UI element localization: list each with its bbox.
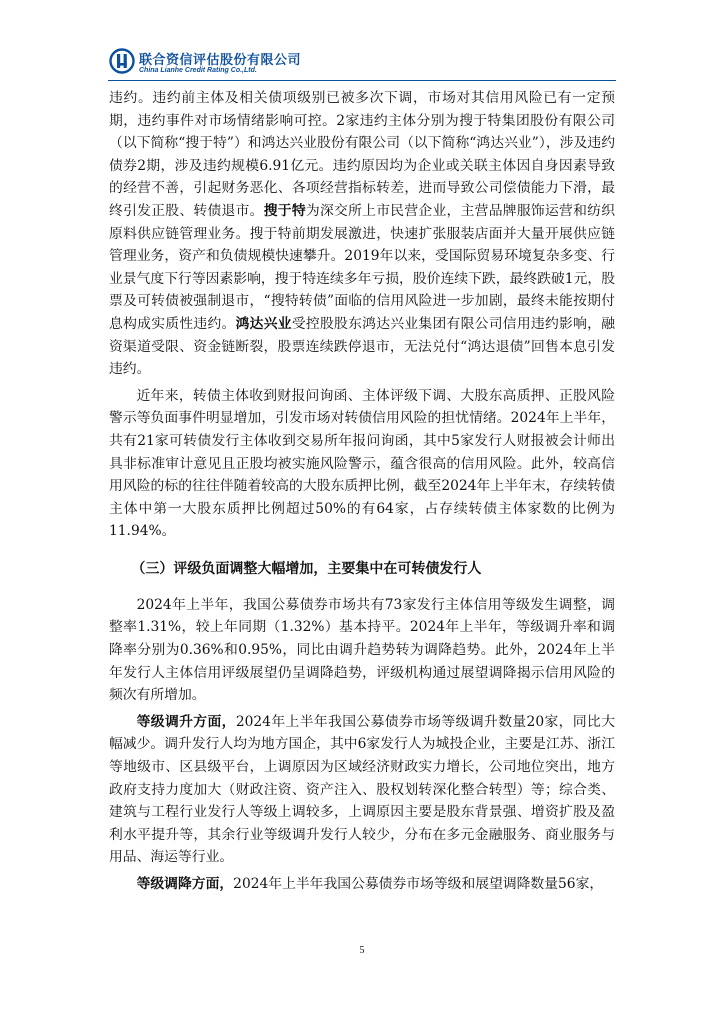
paragraph-text: 2024年上半年我国公募债券市场等级调升数量20家，同比大幅减少。调升发行人均为地方国企，其中6家发行人为城投企业，主要是江苏、浙江等地级市、区县级平台，上调原因为区域经济财政实力增长，公司地位突出，地方政府支持力度加大（财政注资、资产注入、股权划转深化整合转型）等；综合类、建筑与工程行业发行人等级上调较多，上调原因主要是股东背景强、增资扩股及盈利水平提升等，其余行业等级调升发行人较少，分布在多元金融服务、商业服务与用品、海运等行业。 — [109, 713, 615, 866]
bold-lead-downgrades: 等级调降方面， — [136, 876, 234, 892]
paragraph-text: 违约。违约前主体及相关债项级别已被多次下调，市场对其信用风险已有一定预期，违约事件对市场情绪影响可控。2家违约主体分别为搜于特集团股份有限公司（以下简称“搜于特”）和鸿达兴业股份有限公司（以下简称“鸿达兴业”），涉及违约债券2期，涉及违约规模6.91亿元。违约原因均为企业或关联主体因自身因素导致的经营不善，引起财务恶化、各项经营指标转差，进而导致公司偿债能力下滑，最终引发正股、转债退市。 — [109, 90, 615, 219]
paragraph-text: 受控股股东鸿达兴业集团有限公司信用违约影响，融资渠道受限、资金链断裂，股票连续跌停退市，无法兑付“鸿达退债”回售本息引发违约。 — [109, 315, 616, 378]
paragraph-text: 为深交所上市民营企业，主营品牌服饰运营和纺织原料供应链管理业务。搜于特前期发展激进，快速扩张服装店面并大量开展供应链管理业务，资产和负债规模快速攀升。2019年以来，受国际贸易环境复杂多变、行业景气度下行等因素影响，搜于特连续多年亏损，股价连续下跌，最终跌破1元，股票及可转债被强制退市，“搜特转债”面临的信用风险进一步加剧，最终未能按期付息构成实质性违约。 — [109, 202, 616, 332]
paragraph-negative-events: 近年来，转债主体收到财报问询函、主体评级下调、大股东高质押、正股风险警示等负面事件明显增加，引发市场对转债信用风险的担忧情绪。2024年上半年，共有21家可转债发行主体收到交易所年报问询函，其中5家发行人财报被会计师出具非标准审计意见且正股均被实施风险警示，蕴含很高的信用风险。此外，较高信用风险的标的往往伴随着较高的大股东质押比例，截至2024年上半年末，存续转债主体中第一大股东质押比例超过50%的有64家，占存续转债主体家数的比例为11.94%。 — [109, 387, 615, 540]
section-heading: （三）评级负面调整大幅增加，主要集中在可转债发行人 — [131, 560, 482, 577]
paragraph-text: 2024年上半年我国公募债券市场等级和展望调降数量56家， — [233, 876, 604, 892]
company-logo-icon — [109, 48, 135, 74]
bold-lead-upgrades: 等级调升方面， — [136, 713, 236, 730]
paragraph-upgrades — [109, 711, 615, 869]
paragraph-downgrades — [109, 873, 615, 896]
company-name-cn: 联合资信评估股份有限公司 — [139, 53, 302, 68]
page-header — [109, 46, 629, 82]
page-number: 5 — [359, 945, 365, 956]
bold-term-hongda: 鸿达兴业 — [235, 315, 292, 332]
document-body — [109, 87, 615, 896]
header-divider — [108, 80, 616, 81]
paragraph-rating-adjustments: 2024年上半年，我国公募债券市场共有73家发行主体信用等级发生调整，调整率1.31%，较上年同期（1.32%）基本持平。2024年上半年，等级调升率和调降率分别为0.36%和0.95%，同比由调升趋势转为调降趋势。此外，2024年上半年发行人主体信用评级展望仍呈调降趋势，评级机构通过展望调降揭示信用风险的频次有所增加。 — [109, 596, 615, 704]
paragraph-default-cases — [109, 87, 615, 381]
company-name-en: China Lianhe Credit Rating Co.,Ltd. — [139, 67, 257, 74]
bold-term-soyute: 搜于特 — [263, 202, 306, 219]
